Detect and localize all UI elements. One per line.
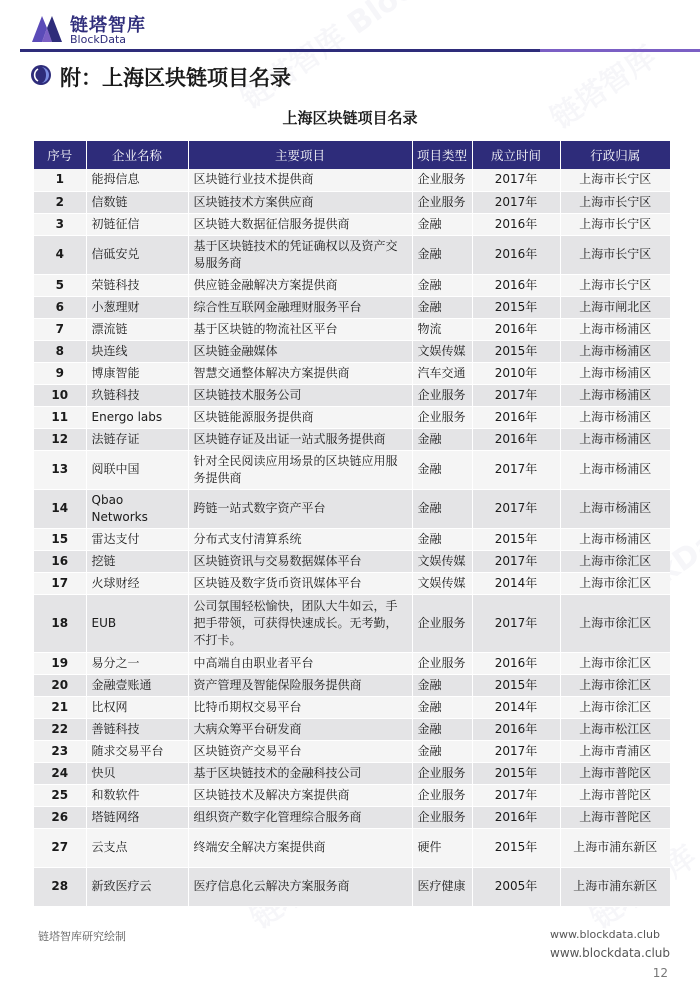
cell-district: 上海市徐汇区 (560, 550, 670, 572)
cell-founded-year: 2017年 (472, 550, 560, 572)
cell-project-type: 文娱传媒 (412, 340, 472, 362)
cell-row-number: 18 (34, 594, 86, 652)
cell-company-name: 和数软件 (86, 784, 188, 806)
cell-district: 上海市徐汇区 (560, 696, 670, 718)
cell-founded-year: 2016年 (472, 428, 560, 450)
cell-main-project: 区块链及数字货币资讯媒体平台 (188, 572, 412, 594)
cell-main-project: 智慧交通整体解决方案提供商 (188, 362, 412, 384)
cell-row-number: 11 (34, 406, 86, 428)
cell-district: 上海市浦东新区 (560, 828, 670, 867)
cell-main-project: 区块链存证及出证一站式服务提供商 (188, 428, 412, 450)
cell-district: 上海市徐汇区 (560, 572, 670, 594)
cell-row-number: 6 (34, 296, 86, 318)
cell-project-type: 企业服务 (412, 406, 472, 428)
table-row (34, 718, 670, 740)
cell-company-name: 云支点 (86, 828, 188, 867)
cell-project-type: 物流 (412, 318, 472, 340)
cell-project-type: 金融 (412, 274, 472, 296)
cell-district: 上海市杨浦区 (560, 384, 670, 406)
table-row (34, 740, 670, 762)
cell-founded-year: 2005年 (472, 867, 560, 906)
cell-district: 上海市徐汇区 (560, 594, 670, 652)
cell-project-type: 金融 (412, 528, 472, 550)
footer-credit: 链塔智库研究绘制 (38, 930, 126, 943)
cell-company-name: 挖链 (86, 550, 188, 572)
cell-district: 上海市青浦区 (560, 740, 670, 762)
cell-company-name: 漂流链 (86, 318, 188, 340)
cell-founded-year: 2017年 (472, 384, 560, 406)
cell-project-type: 金融 (412, 740, 472, 762)
header-type: 项目类型 (412, 141, 472, 169)
table-row (34, 696, 670, 718)
cell-main-project: 区块链行业技术提供商 (188, 169, 412, 191)
cell-main-project: 针对全民阅读应用场景的区块链应用服务提供商 (188, 450, 412, 489)
cell-main-project: 跨链一站式数字资产平台 (188, 489, 412, 528)
cell-company-name: 雷达支付 (86, 528, 188, 550)
cell-main-project: 分布式支付清算系统 (188, 528, 412, 550)
cell-district: 上海市长宁区 (560, 235, 670, 274)
cell-project-type: 金融 (412, 235, 472, 274)
cell-main-project: 资产管理及智能保险服务提供商 (188, 674, 412, 696)
cell-company-name: 荣链科技 (86, 274, 188, 296)
cell-district: 上海市杨浦区 (560, 362, 670, 384)
cell-row-number: 14 (34, 489, 86, 528)
cell-founded-year: 2014年 (472, 696, 560, 718)
cell-district: 上海市杨浦区 (560, 340, 670, 362)
cell-main-project: 基于区块链技术的凭证确权以及资产交易服务商 (188, 235, 412, 274)
cell-row-number: 10 (34, 384, 86, 406)
cell-project-type: 企业服务 (412, 594, 472, 652)
cell-founded-year: 2016年 (472, 806, 560, 828)
cell-row-number: 16 (34, 550, 86, 572)
cell-project-type: 汽车交通 (412, 362, 472, 384)
table-body (34, 169, 670, 906)
cell-company-name: 新致医疗云 (86, 867, 188, 906)
cell-project-type: 文娱传媒 (412, 572, 472, 594)
cell-main-project: 综合性互联网金融理财服务平台 (188, 296, 412, 318)
table-row (34, 594, 670, 652)
cell-company-name: 金融壹账通 (86, 674, 188, 696)
cell-founded-year: 2015年 (472, 674, 560, 696)
cell-founded-year: 2016年 (472, 318, 560, 340)
cell-founded-year: 2015年 (472, 762, 560, 784)
cell-founded-year: 2010年 (472, 362, 560, 384)
cell-company-name: 比权网 (86, 696, 188, 718)
cell-district: 上海市长宁区 (560, 191, 670, 213)
cell-district: 上海市杨浦区 (560, 428, 670, 450)
cell-row-number: 28 (34, 867, 86, 906)
table-row (34, 213, 670, 235)
cell-row-number: 13 (34, 450, 86, 489)
cell-company-name: 块连线 (86, 340, 188, 362)
table-row (34, 384, 670, 406)
cell-main-project: 区块链技术方案供应商 (188, 191, 412, 213)
cell-row-number: 9 (34, 362, 86, 384)
table-row (34, 318, 670, 340)
cell-row-number: 24 (34, 762, 86, 784)
cell-project-type: 金融 (412, 296, 472, 318)
cell-company-name: 善链科技 (86, 718, 188, 740)
footer-url-1[interactable]: www.blockdata.club (550, 928, 660, 941)
table-row (34, 828, 670, 867)
cell-project-type: 硬件 (412, 828, 472, 867)
table-row (34, 274, 670, 296)
cell-row-number: 22 (34, 718, 86, 740)
cell-project-type: 金融 (412, 674, 472, 696)
header-project: 主要项目 (188, 141, 412, 169)
table-row (34, 867, 670, 906)
cell-main-project: 区块链资讯与交易数据媒体平台 (188, 550, 412, 572)
table-row (34, 550, 670, 572)
cell-project-type: 金融 (412, 450, 472, 489)
header-founded: 成立时间 (472, 141, 560, 169)
cell-district: 上海市松江区 (560, 718, 670, 740)
section-bullet-icon (30, 64, 52, 86)
cell-district: 上海市闸北区 (560, 296, 670, 318)
cell-row-number: 15 (34, 528, 86, 550)
cell-row-number: 8 (34, 340, 86, 362)
table-row (34, 572, 670, 594)
table-row (34, 652, 670, 674)
cell-district: 上海市长宁区 (560, 169, 670, 191)
cell-project-type: 金融 (412, 213, 472, 235)
cell-main-project: 比特币期权交易平台 (188, 696, 412, 718)
table-row (34, 191, 670, 213)
cell-main-project: 医疗信息化云解决方案服务商 (188, 867, 412, 906)
cell-main-project: 区块链资产交易平台 (188, 740, 412, 762)
cell-main-project: 区块链技术服务公司 (188, 384, 412, 406)
cell-founded-year: 2015年 (472, 528, 560, 550)
cell-row-number: 26 (34, 806, 86, 828)
cell-project-type: 文娱传媒 (412, 550, 472, 572)
cell-company-name: 初链征信 (86, 213, 188, 235)
cell-row-number: 20 (34, 674, 86, 696)
cell-company-name: 博康智能 (86, 362, 188, 384)
cell-founded-year: 2016年 (472, 213, 560, 235)
brand-name-cn: 链塔智库 (70, 15, 146, 36)
cell-founded-year: 2016年 (472, 652, 560, 674)
header-divider-accent (540, 49, 700, 52)
blockdata-logo-icon (30, 12, 64, 44)
cell-district: 上海市普陀区 (560, 762, 670, 784)
cell-founded-year: 2016年 (472, 235, 560, 274)
cell-project-type: 金融 (412, 428, 472, 450)
cell-row-number: 25 (34, 784, 86, 806)
cell-row-number: 3 (34, 213, 86, 235)
cell-project-type: 企业服务 (412, 384, 472, 406)
project-directory-table (34, 141, 670, 907)
cell-district: 上海市徐汇区 (560, 652, 670, 674)
cell-row-number: 12 (34, 428, 86, 450)
cell-main-project: 区块链大数据征信服务提供商 (188, 213, 412, 235)
cell-founded-year: 2017年 (472, 169, 560, 191)
cell-district: 上海市杨浦区 (560, 528, 670, 550)
table-row (34, 406, 670, 428)
brand-name-en: BlockData (70, 33, 127, 46)
cell-project-type: 企业服务 (412, 784, 472, 806)
cell-company-name: 信砥安兑 (86, 235, 188, 274)
table-row (34, 674, 670, 696)
cell-main-project: 供应链金融解决方案提供商 (188, 274, 412, 296)
cell-row-number: 2 (34, 191, 86, 213)
table-row (34, 806, 670, 828)
cell-company-name: EUB (86, 594, 188, 652)
cell-district: 上海市杨浦区 (560, 406, 670, 428)
cell-row-number: 5 (34, 274, 86, 296)
cell-district: 上海市浦东新区 (560, 867, 670, 906)
cell-district: 上海市杨浦区 (560, 450, 670, 489)
cell-district: 上海市徐汇区 (560, 674, 670, 696)
cell-row-number: 4 (34, 235, 86, 274)
table-row (34, 340, 670, 362)
cell-company-name: Energo labs (86, 406, 188, 428)
table-row (34, 235, 670, 274)
cell-district: 上海市杨浦区 (560, 318, 670, 340)
cell-district: 上海市普陀区 (560, 784, 670, 806)
table-row (34, 296, 670, 318)
table-row (34, 528, 670, 550)
cell-row-number: 19 (34, 652, 86, 674)
cell-company-name: 法链存证 (86, 428, 188, 450)
cell-company-name: 小葱理财 (86, 296, 188, 318)
cell-main-project: 区块链技术及解决方案提供商 (188, 784, 412, 806)
cell-row-number: 21 (34, 696, 86, 718)
cell-project-type: 医疗健康 (412, 867, 472, 906)
cell-main-project: 公司氛围轻松愉快，团队大牛如云，手把手带领，可获得快速成长。无考勤，不打卡。 (188, 594, 412, 652)
table-row (34, 169, 670, 191)
cell-founded-year: 2017年 (472, 191, 560, 213)
cell-row-number: 1 (34, 169, 86, 191)
cell-company-name: 火球财经 (86, 572, 188, 594)
header-no: 序号 (34, 141, 86, 169)
cell-main-project: 区块链能源服务提供商 (188, 406, 412, 428)
cell-project-type: 企业服务 (412, 806, 472, 828)
cell-founded-year: 2017年 (472, 740, 560, 762)
cell-project-type: 金融 (412, 489, 472, 528)
page-header (0, 0, 700, 56)
cell-founded-year: 2015年 (472, 828, 560, 867)
table-row (34, 428, 670, 450)
cell-district: 上海市普陀区 (560, 806, 670, 828)
cell-company-name: Qbao Networks (86, 489, 188, 528)
cell-row-number: 17 (34, 572, 86, 594)
cell-company-name: 易分之一 (86, 652, 188, 674)
cell-founded-year: 2015年 (472, 296, 560, 318)
cell-founded-year: 2016年 (472, 406, 560, 428)
cell-district: 上海市长宁区 (560, 274, 670, 296)
section-title: 附：上海区块链项目名录 (60, 66, 291, 90)
cell-founded-year: 2015年 (472, 340, 560, 362)
cell-main-project: 中高端自由职业者平台 (188, 652, 412, 674)
table-title: 上海区块链项目名录 (282, 109, 418, 127)
cell-project-type: 企业服务 (412, 652, 472, 674)
cell-project-type: 企业服务 (412, 169, 472, 191)
page-number: 12 (652, 966, 668, 980)
cell-project-type: 企业服务 (412, 191, 472, 213)
cell-founded-year: 2016年 (472, 274, 560, 296)
header-company: 企业名称 (86, 141, 188, 169)
table-row (34, 362, 670, 384)
cell-main-project: 组织资产数字化管理综合服务商 (188, 806, 412, 828)
cell-main-project: 基于区块链技术的金融科技公司 (188, 762, 412, 784)
table-row (34, 450, 670, 489)
table-header-row (34, 141, 670, 169)
cell-district: 上海市长宁区 (560, 213, 670, 235)
cell-company-name: 玖链科技 (86, 384, 188, 406)
cell-founded-year: 2016年 (472, 718, 560, 740)
cell-main-project: 区块链金融媒体 (188, 340, 412, 362)
table-row (34, 762, 670, 784)
header-district: 行政归属 (560, 141, 670, 169)
cell-main-project: 终端安全解决方案提供商 (188, 828, 412, 867)
cell-district: 上海市杨浦区 (560, 489, 670, 528)
cell-founded-year: 2017年 (472, 784, 560, 806)
table-row (34, 784, 670, 806)
cell-founded-year: 2014年 (472, 572, 560, 594)
cell-main-project: 基于区块链的物流社区平台 (188, 318, 412, 340)
cell-project-type: 企业服务 (412, 762, 472, 784)
cell-row-number: 7 (34, 318, 86, 340)
cell-row-number: 23 (34, 740, 86, 762)
footer-url-2[interactable]: www.blockdata.club (550, 946, 670, 960)
cell-company-name: 快贝 (86, 762, 188, 784)
cell-company-name: 信数链 (86, 191, 188, 213)
table-row (34, 489, 670, 528)
cell-company-name: 塔链网络 (86, 806, 188, 828)
cell-project-type: 金融 (412, 696, 472, 718)
cell-founded-year: 2017年 (472, 489, 560, 528)
cell-founded-year: 2017年 (472, 594, 560, 652)
cell-main-project: 大病众筹平台研发商 (188, 718, 412, 740)
cell-project-type: 金融 (412, 718, 472, 740)
cell-company-name: 阅联中国 (86, 450, 188, 489)
cell-company-name: 随求交易平台 (86, 740, 188, 762)
cell-company-name: 能拇信息 (86, 169, 188, 191)
cell-row-number: 27 (34, 828, 86, 867)
cell-founded-year: 2017年 (472, 450, 560, 489)
